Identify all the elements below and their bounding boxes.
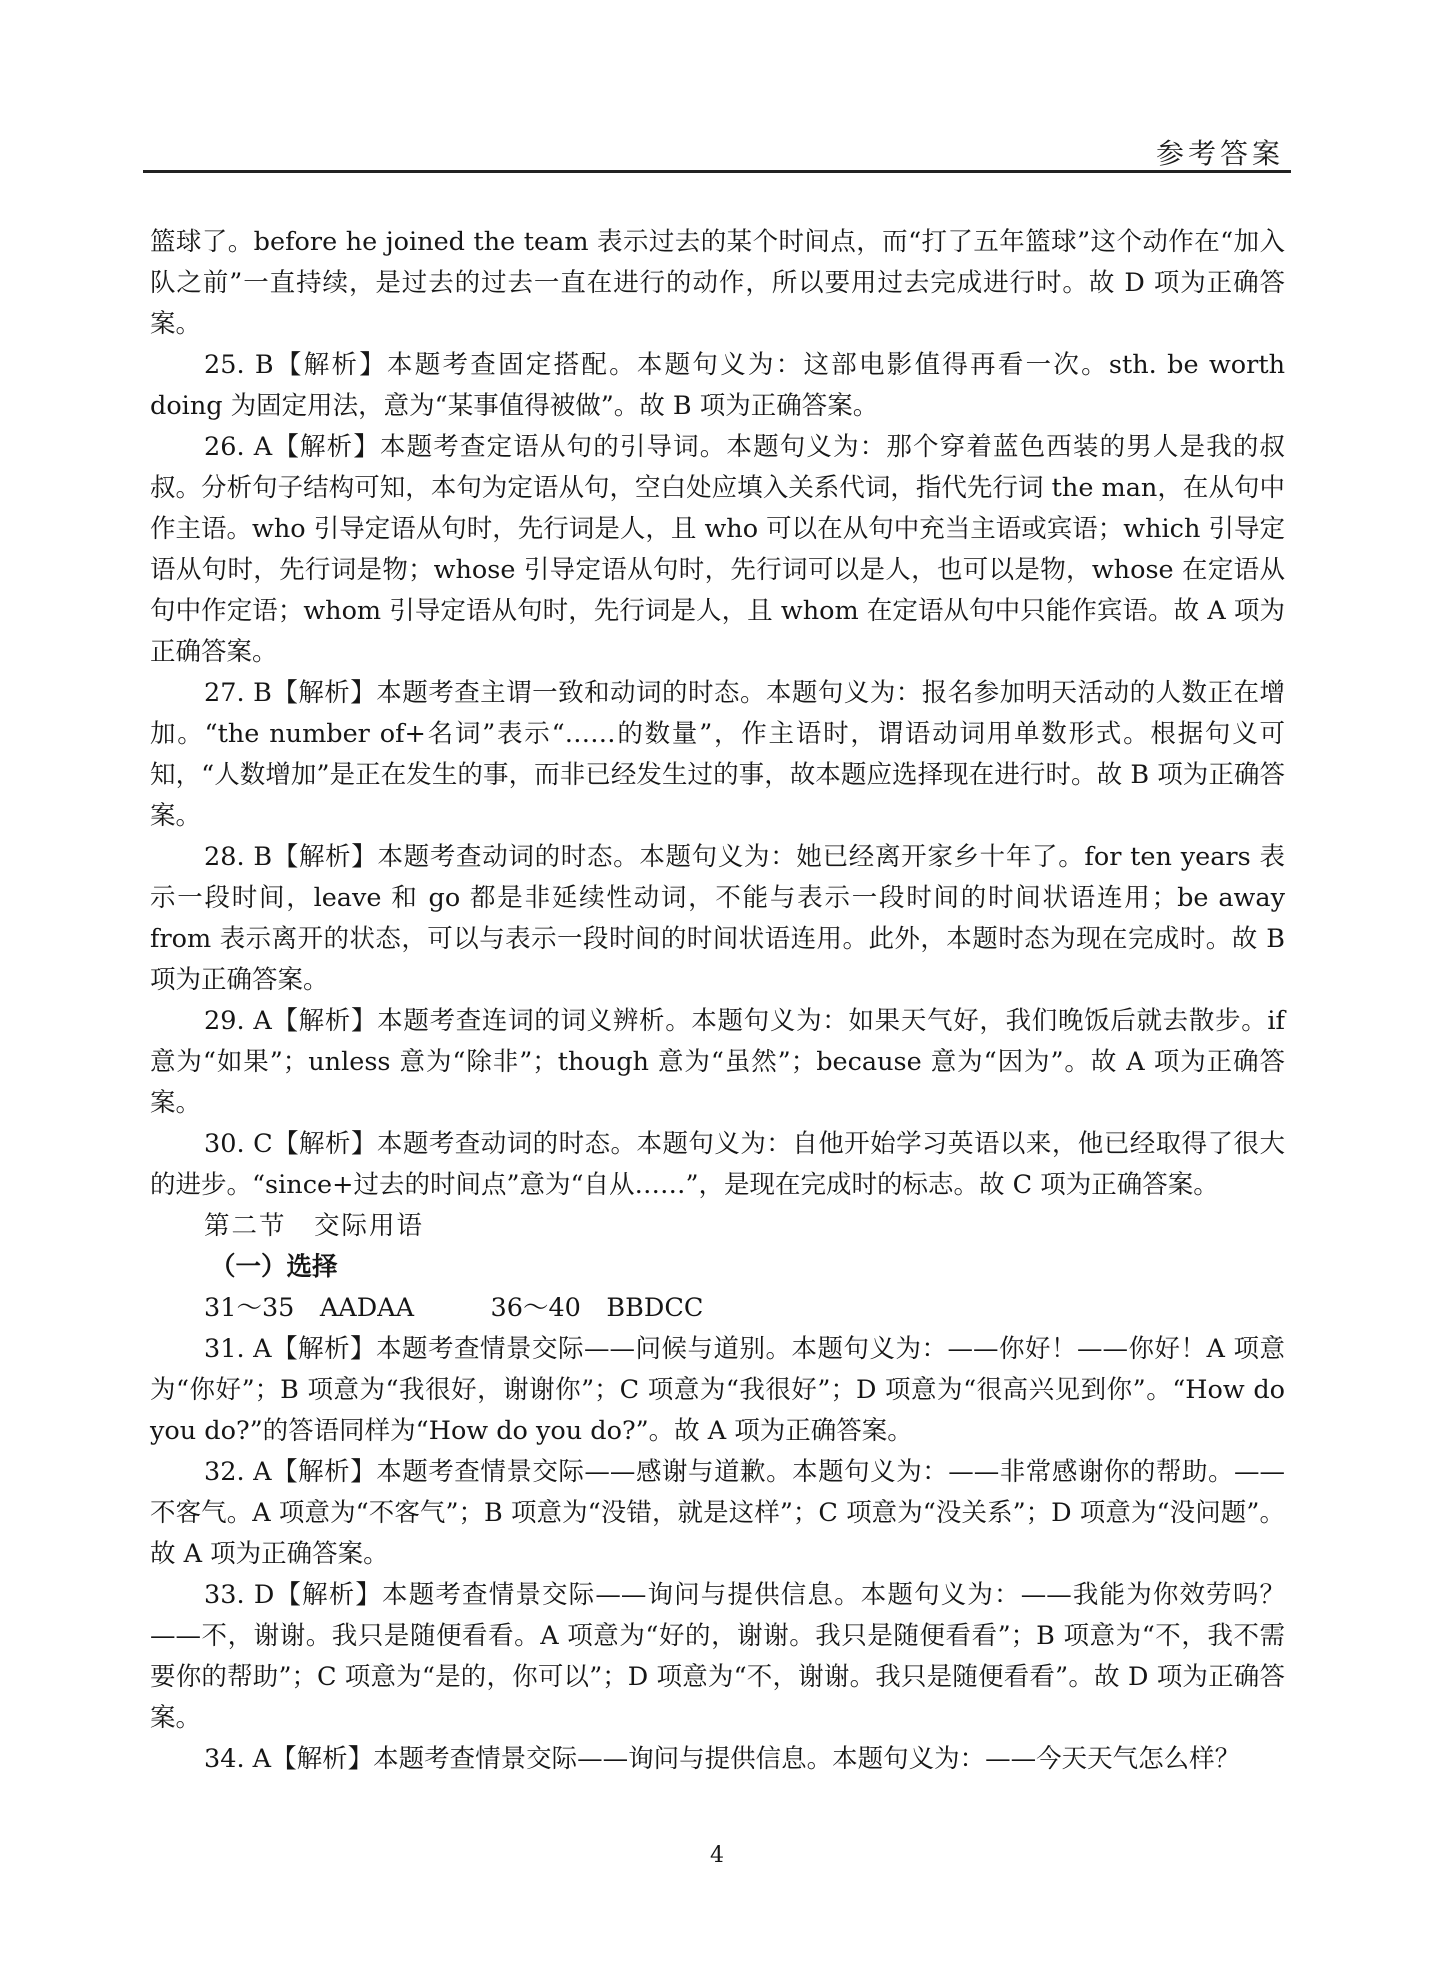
paragraph-q30: 30. C【解析】本题考查动词的时态。本题句义为：自他开始学习英语以来，他已经取得了很大的进步。“since+过去的时间点”意为“自从……”，是现在完成时的标志。故 C 项为正确答案。 [150, 1129, 1285, 1200]
paragraph-q31: 31. A【解析】本题考查情景交际——问候与道别。本题句义为：——你好！——你好！A 项意为“你好”；B 项意为“我很好，谢谢你”；C 项意为“我很好”；D 项意为“很高兴见到你”。“How do you do?”的答语同样为“How do you do?”。故 A 项为正确答案。 [150, 1334, 1285, 1446]
paragraph-continuation: 篮球了。before he joined the team 表示过去的某个时间点，而“打了五年篮球”这个动作在“加入队之前”一直持续，是过去的过去一直在进行的动作，所以要用过去完成进行时。故 D 项为正确答案。 [150, 227, 1285, 339]
paragraph-q29: 29. A【解析】本题考查连词的词义辨析。本题句义为：如果天气好，我们晚饭后就去散步。if 意为“如果”；unless 意为“除非”；though 意为“虽然”；because 意为“因为”。故 A 项为正确答案。 [150, 1006, 1285, 1118]
paragraph-q26: 26. A【解析】本题考查定语从句的引导词。本题句义为：那个穿着蓝色西装的男人是我的叔叔。分析句子结构可知，本句为定语从句，空白处应填入关系代词，指代先行词 the man，在从句中作主语。who 引导定语从句时，先行词是人，且 who 可以在从句中充当主语或宾语；which 引导定语从句时，先行词是物；whose 引导定语从句时，先行词可以是人，也可以是物，whose 在定语从句中作定语；whom 引导定语从句时，先行词是人，且 whom 在定语从句中只能作宾语。故 A 项为正确答案。 [150, 432, 1285, 667]
paragraph-q34: 34. A【解析】本题考查情景交际——询问与提供信息。本题句义为：——今天天气怎么样？ [204, 1744, 1241, 1774]
section-title: 第二节 交际用语 [204, 1211, 425, 1241]
paragraph-q28: 28. B【解析】本题考查动词的时态。本题句义为：她已经离开家乡十年了。for ten years 表示一段时间，leave 和 go 都是非延续性动词，不能与表示一段时间的时间状语连用；be away from 表示离开的状态，可以与表示一段时间的时间状语连用。此外，本题时态为现在完成时。故 B 项为正确答案。 [150, 842, 1285, 995]
page-body [150, 222, 1285, 1780]
paragraph-q25: 25. B【解析】本题考查固定搭配。本题句义为：这部电影值得再看一次。sth. be worth doing 为固定用法，意为“某事值得被做”。故 B 项为正确答案。 [150, 350, 1285, 421]
page-number: 4 [710, 1843, 724, 1868]
subsection-title: （一）选择 [210, 1252, 338, 1282]
header-title: 参考答案 [1155, 137, 1284, 170]
paragraph-q32: 32. A【解析】本题考查情景交际——感谢与道歉。本题句义为：——非常感谢你的帮助。——不客气。A 项意为“不客气”；B 项意为“没错，就是这样”；C 项意为“没关系”；D 项意为“没问题”。故 A 项为正确答案。 [150, 1457, 1285, 1569]
paragraph-q33: 33. D【解析】本题考查情景交际——询问与提供信息。本题句义为：——我能为你效劳吗？——不，谢谢。我只是随便看看。A 项意为“好的，谢谢。我只是随便看看”；B 项意为“不，我不需要你的帮助”；C 项意为“是的，你可以”；D 项意为“不，谢谢。我只是随便看看”。故 D 项为正确答案。 [150, 1580, 1285, 1733]
header-rule [143, 170, 1291, 173]
answer-key-line: 31～35 AADAA 36～40 BBDCC [204, 1293, 704, 1323]
paragraph-q27: 27. B【解析】本题考查主谓一致和动词的时态。本题句义为：报名参加明天活动的人数正在增加。“the number of+名词”表示“……的数量”，作主语时，谓语动词用单数形式。根据句义可知，“人数增加”是正在发生的事，而非已经发生过的事，故本题应选择现在进行时。故 B 项为正确答案。 [150, 678, 1285, 831]
